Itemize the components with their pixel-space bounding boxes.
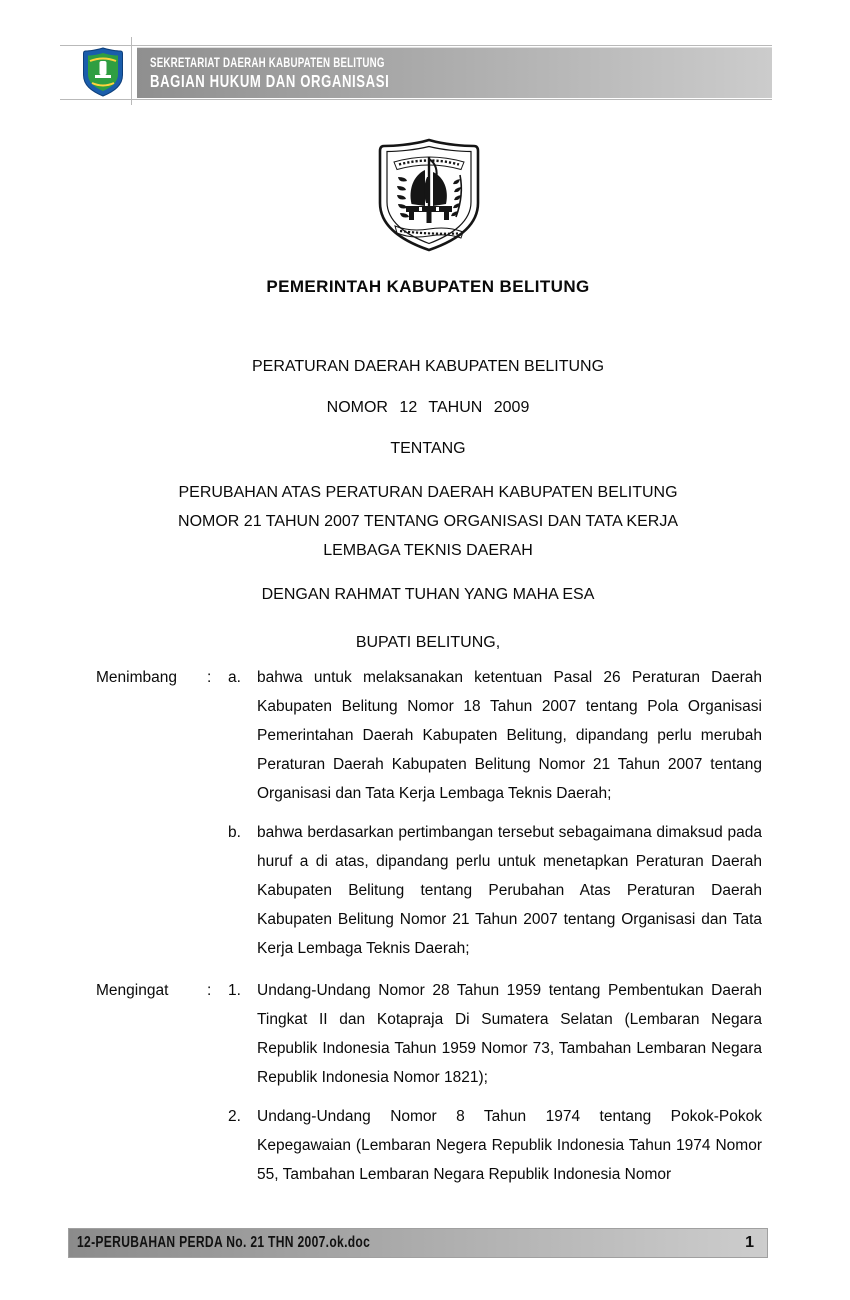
header-org-line1: SEKRETARIAT DAERAH KABUPATEN BELITUNG (150, 55, 385, 70)
regulation-title: PERATURAN DAERAH KABUPATEN BELITUNG (251, 358, 605, 375)
issuer-line: BUPATI BELITUNG, (355, 634, 501, 651)
header-bottom-rule (60, 99, 772, 100)
header-bar (137, 47, 772, 98)
consideration-item-a (96, 663, 762, 808)
legal-basis-item-1 (96, 976, 762, 1092)
clause-marker-2: 2. (228, 1108, 241, 1125)
header-vertical-rule (131, 37, 132, 105)
tentang-label: TENTANG (390, 440, 466, 457)
footer-filename: 12-PERUBAHAN PERDA No. 21 THN 2007.ok.doc (77, 1234, 371, 1251)
clause-marker-b: b. (228, 824, 241, 841)
header-org-line2: BAGIAN HUKUM DAN ORGANISASI (150, 71, 390, 91)
footer-bar (68, 1228, 768, 1258)
footer-page-number: 1 (745, 1234, 754, 1251)
considerations-label: Menimbang (96, 669, 177, 686)
clause-marker-a: a. (228, 669, 241, 686)
subject-line-2: NOMOR 21 TAHUN 2007 TENTANG ORGANISASI DAN TATA KERJA (178, 513, 678, 530)
clause-text-2: Undang-Undang Nomor 8 Tahun 1974 tentang Pokok-Pokok Kepegawaian (Lembaran Negera Republik Indonesia Tahun 1974 Nomor 55, Tambahan Lembaran Negara Republik Indonesia Nomor (257, 1108, 762, 1183)
legal-basis-item-2 (96, 1102, 762, 1189)
subject-line-3: LEMBAGA TEKNIS DAERAH (323, 542, 533, 559)
clause-text-a: bahwa untuk melaksanakan ketentuan Pasal 26 Peraturan Daerah Kabupaten Belitung Nomor 18 Tahun 2007 tentang Pola Organisasi Pemerintahan Daerah Kabupaten Belitung, dipandang perlu merubah Peraturan Daerah Kabupaten Belitung Nomor 21 Tahun 2007 tentang Organisasi dan Tata Kerja Lembaga Teknis Daerah; (257, 669, 762, 802)
header-top-rule (60, 45, 772, 46)
clause-text-b: bahwa berdasarkan pertimbangan tersebut sebagaimana dimaksud pada huruf a di atas, dipandang perlu untuk menetapkan Peraturan Daerah Kabupaten Belitung tentang Perubahan Atas Peraturan Daerah Kabupaten Belitung Nomor 21 Tahun 2007 tentang Organisasi dan Tata Kerja Lembaga Teknis Daerah; (257, 824, 762, 957)
regulation-number: NOMOR 12 TAHUN 2009 (326, 399, 530, 416)
clause-text-1: Undang-Undang Nomor 28 Tahun 1959 tentang Pembentukan Daerah Tingkat II dan Kotapraja Di Sumatera Selatan (Lembaran Negara Republik Indonesia Tahun 1959 Nomor 73, Tambahan Lembaran Negara Republik Indonesia Nomor 1821); (257, 982, 762, 1086)
regulation-subject (96, 478, 760, 565)
clause-marker-1: 1. (228, 982, 241, 999)
colon-spacer (207, 818, 228, 963)
invocation-line: DENGAN RAHMAT TUHAN YANG MAHA ESA (261, 586, 595, 603)
legal-basis-label: Mengingat (96, 982, 169, 999)
clauses-container (96, 663, 762, 1199)
legal-basis-colon: : (207, 982, 212, 999)
colon-spacer (207, 1102, 228, 1189)
considerations-colon: : (207, 669, 212, 686)
consideration-item-b (96, 818, 762, 963)
label-spacer (96, 1102, 207, 1189)
belitung-coat-of-arms-icon (372, 137, 486, 253)
government-title: PEMERINTAH KABUPATEN BELITUNG (266, 277, 590, 296)
subject-line-1: PERUBAHAN ATAS PERATURAN DAERAH KABUPATEN BELITUNG (178, 484, 678, 501)
label-spacer (96, 818, 207, 963)
belitung-crest-logo-icon (82, 47, 124, 97)
